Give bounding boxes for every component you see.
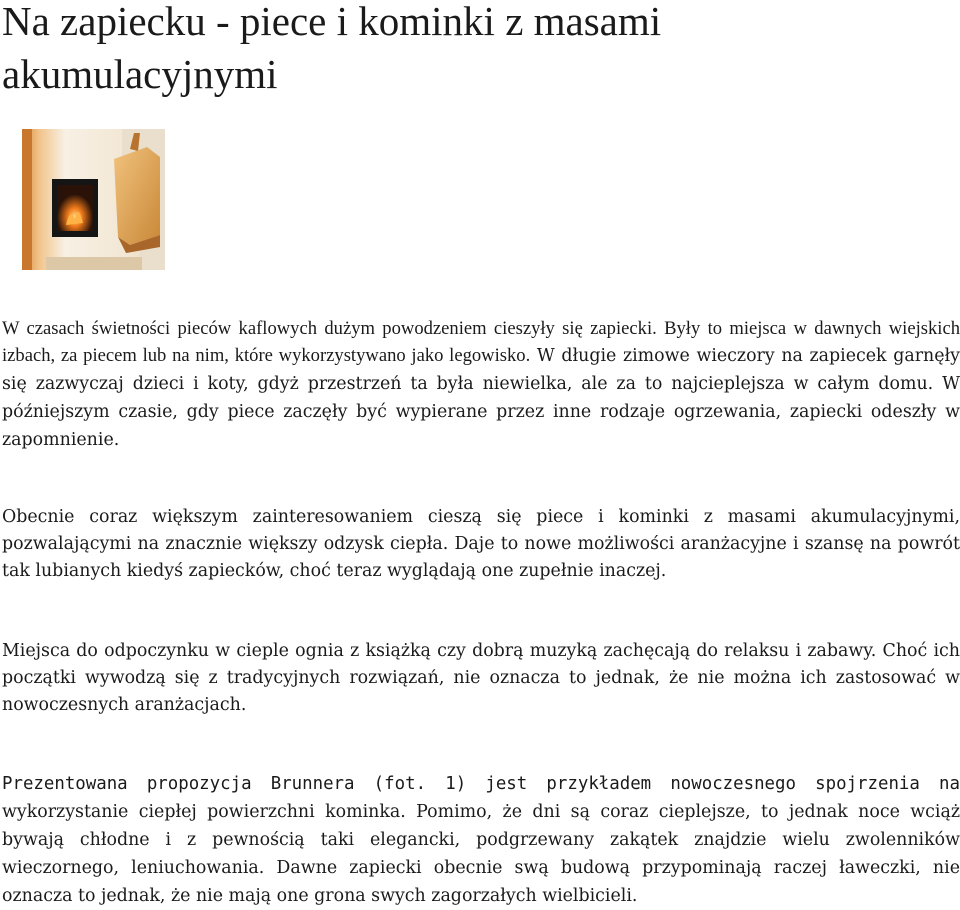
paragraph-3: Miejsca do odpoczynku w cieple ognia z książką czy dobrą muzyką zachęcają do relaksu i zabawy. Choć ich początki wywodzą się z tradycyjnych rozwiązań, nie oznacza to jednak, że nie można ich zastosować w nowoczesnych aranżacjach. [2,641,960,715]
paragraph-1-part-a: W czasach świetności pieców kaflowych dużym powodzeniem cieszyły się zapiecki. Były to miejsca w dawnych wiejskich izbach, za piecem lub na nim, które wykorzystywano jako legowisko. [2,318,960,366]
paragraph-1-part-b: W długie zimowe wieczory na zapiecek garnęły się zazwyczaj dzieci i koty, gdyż przestrzeń ta była niewielka, ale za to najcieplejsza w całym domu. [2,346,960,394]
paragraph-2: Obecnie coraz większym zainteresowaniem cieszą się piece i kominki z masami akumulacyjnymi, pozwalającymi na znacznie większy odzysk ciepła. Daje to nowe możliwości aranżacyjne i szansę na powrót tak lubianych kiedyś zapiecków, choć teraz wyglądają one zupełnie inaczej. [2,507,960,581]
paragraph-4-part-b: wykorzystanie ciepłej powierzchni kominka. Pomimo, że dni są coraz cieplejsze, to jednak noce wciąż bywają chłodne i z pewnością taki elegancki, podgrzewany zakątek znajdzie wielu zwolenników wieczornego, leniuchowania. Dawne zapiecki obecnie swą budową przypominają raczej ławeczki, nie oznacza to jednak, że nie mają one grona swych zagorzałych wielbicieli. [2,802,960,906]
page-title: Na zapiecku - piece i kominki z masami akumulacyjnymi [2,0,662,97]
paragraph-1 [2,315,960,454]
fireplace-photo [22,129,165,270]
paragraph-4-part-a: Prezentowana propozycja Brunnera (fot. 1) jest przykładem nowoczesnego spojrzenia na [2,774,960,794]
paragraph-1-part-c: W późniejszym czasie, gdy piece zaczęły być wypierane przez inne rodzaje ogrzewania, zapiecki odeszły w zapomnienie. [2,374,960,450]
paragraph-4 [2,770,960,910]
